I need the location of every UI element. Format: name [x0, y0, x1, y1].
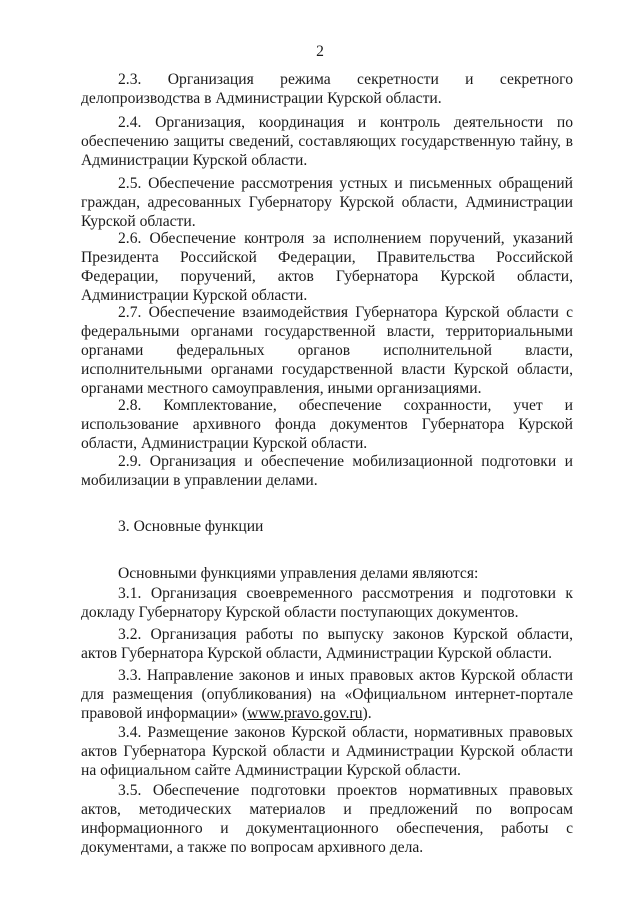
section-heading: 3. Основные функции — [118, 518, 264, 535]
function-3-2: 3.2. Организация работы по выпуску законов Курской области, актов Губернатора Курской области, Администрации Курской области. — [81, 626, 573, 662]
paragraph-2-4: 2.4. Организация, координация и контроль деятельности по обеспечению защиты сведений, составляющих государственную тайну, в Администрации Курской области. — [81, 114, 573, 169]
paragraph-2-6: 2.6. Обеспечение контроля за исполнением поручений, указаний Президента Российской Федерации, Правительства Российской Федерации, поручений, актов Губернатора Курской области, Администрации Курской области. — [81, 230, 573, 304]
function-3-4: 3.4. Размещение законов Курской области, нормативных правовых актов Губернатора Курской области и Администрации Курской области на официальном сайте Администрации Курской области. — [81, 724, 573, 779]
paragraph-2-9: 2.9. Организация и обеспечение мобилизационной подготовки и мобилизации в управлении делами. — [81, 453, 573, 489]
paragraph-2-7: 2.7. Обеспечение взаимодействия Губернатора Курской области с федеральными органами государственной власти, территориальными органами федеральных органов исполнительной власти, исполнительными органами государственной власти Курской области, органами местного самоуправления, иными организациями. — [81, 304, 573, 397]
function-3-5: 3.5. Обеспечение подготовки проектов нормативных правовых актов, методических материалов и предложений по вопросам информационного и документационного обеспечения, работы с документами, а также по вопросам архивного дела. — [81, 782, 573, 856]
paragraph-2-5: 2.5. Обеспечение рассмотрения устных и письменных обращений граждан, адресованных Губернатору Курской области, Администрации Курской области. — [81, 175, 573, 230]
function-3-3-text: 3.3. Направление законов и иных правовых актов Курской области для размещения (опубликования) на «Официальном интернет-портале правовой информации» ( — [81, 667, 573, 722]
functions-intro: Основными функциями управления делами являются: — [118, 565, 479, 582]
paragraph-2-8: 2.8. Комплектование, обеспечение сохранности, учет и использование архивного фонда документов Губернатора Курской области, Администрации Курской области. — [81, 397, 573, 452]
function-3-3-end: ). — [362, 705, 372, 722]
function-3-1: 3.1. Организация своевременного рассмотрения и подготовки к докладу Губернатору Курской области поступающих документов. — [81, 585, 573, 621]
pravo-link[interactable]: www.pravo.gov.ru — [247, 705, 363, 722]
page-number: 2 — [316, 43, 324, 60]
paragraph-2-3: 2.3. Организация режима секретности и секретного делопроизводства в Администрации Курской области. — [81, 71, 573, 107]
function-3-3 — [81, 666, 573, 723]
